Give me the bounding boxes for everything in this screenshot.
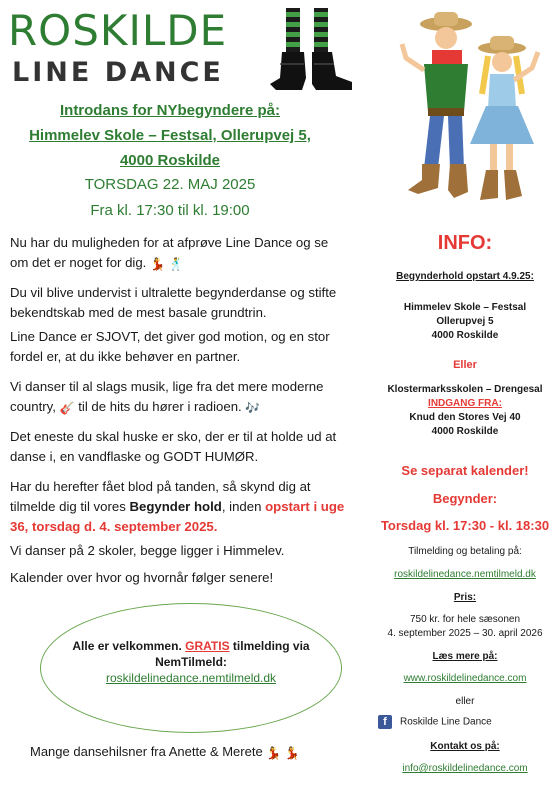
- info-price-line1: 750 kr. for hele sæsonen: [409, 614, 521, 625]
- body-p6c: , inden: [221, 499, 262, 514]
- body-p4a: Vi danser til al slags musik, lige fra det mere moderne country,: [10, 379, 324, 414]
- intro-time: Fra kl. 17:30 til kl. 19:00: [90, 202, 250, 219]
- info-eller: eller: [455, 696, 475, 707]
- info-school1: [370, 301, 560, 343]
- logo-line1: ROSKILDE: [8, 6, 228, 55]
- callout-signup: tilmelding via NemTilmeld:: [155, 639, 310, 669]
- body-p1: Nu har du muligheden for at afprøve Line Dance og se om det er noget for dig.: [10, 235, 329, 270]
- info-school2: [370, 383, 560, 439]
- info-facebook[interactable]: [378, 715, 560, 730]
- intro-heading-line2: Himmelev Skole – Festsal, Ollerupvej 5,: [29, 127, 311, 144]
- info-signup-link[interactable]: roskildelinedance.nemtilmeld.dk: [394, 569, 536, 580]
- info-separate-calendar: Se separat kalender!: [401, 463, 529, 478]
- callout-welcome: Alle er velkommen.: [72, 639, 182, 653]
- footer-text: Mange dansehilsner fra Anette & Merete: [30, 744, 263, 759]
- cowboy-boots-icon: [266, 8, 356, 96]
- dancer-emoji-icon: 💃: [150, 256, 165, 271]
- info-school2-name: Klostermarksskolen – Drengesal: [387, 384, 543, 395]
- intro-heading: [0, 100, 340, 222]
- info-email-wrap: [370, 762, 560, 776]
- callout-free: GRATIS: [185, 639, 230, 653]
- logo: [8, 6, 348, 88]
- body-paragraph-3: Line Dance er SJOVT, det giver god motion, og en stor fordel er, at du ikke behøver en partner.: [10, 329, 330, 364]
- intro-heading-line1: Introdans for NYbegyndere på:: [59, 102, 281, 119]
- dancer-emoji-icon: 💃: [266, 745, 282, 760]
- info-title: INFO:: [437, 232, 493, 254]
- info-school2-street: Knud den Stores Vej 40: [409, 412, 521, 423]
- intro-heading-line3: 4000 Roskilde: [119, 152, 221, 169]
- info-signup: Tilmelding og betaling på:: [408, 546, 522, 557]
- info-beginner-time: Torsdag kl. 17:30 - kl. 18:30: [380, 518, 550, 533]
- facebook-icon[interactable]: f: [378, 715, 392, 729]
- body-paragraph-2: Du vil blive undervist i ultralette begynderdanse og stifte bekendtskab med de mest basale grundtrin.: [10, 285, 337, 320]
- body-paragraph-8: Kalender over hvor og hvornår følger senere!: [10, 570, 274, 585]
- info-school1-name: Himmelev Skole – Festsal: [403, 302, 527, 313]
- dancer-emoji-icon: 💃: [284, 745, 300, 760]
- info-price: [370, 613, 560, 641]
- footer-greeting: [30, 743, 300, 762]
- info-school1-city: 4000 Roskilde: [431, 330, 499, 341]
- music-notes-icon: 🎶: [245, 400, 261, 415]
- body-paragraph-5: Det eneste du skal huske er sko, der er til at holde ud at danse i, en vandflaske og GODT HUMØR.: [10, 429, 337, 464]
- signup-callout: [60, 638, 322, 686]
- callout-signup-link[interactable]: roskildelinedance.nemtilmeld.dk: [105, 671, 277, 685]
- body-paragraph-1: [10, 233, 345, 274]
- intro-date: TORSDAG 22. MAJ 2025: [84, 176, 256, 193]
- guitar-icon: 🎸: [59, 400, 75, 415]
- body-p6a: Har du herefter fået blod på tanden, så skynd dig at tilmelde dig til vores: [10, 479, 311, 514]
- body-p6b: Begynder hold: [129, 499, 222, 514]
- info-or: Eller: [453, 359, 477, 371]
- info-more-heading: Læs mere på:: [432, 651, 498, 662]
- info-start: Begynderhold opstart 4.9.25:: [396, 271, 534, 282]
- info-school1-street: Ollerupvej 5: [436, 316, 494, 327]
- body-paragraph-7: Vi danser på 2 skoler, begge ligger i Himmelev.: [10, 543, 285, 558]
- body-p6d: opstart i uge 36, torsdag d. 4. september 2025.: [10, 499, 345, 534]
- info-more-link-wrap: [370, 672, 560, 686]
- info-website-link[interactable]: www.roskildelinedance.com: [403, 673, 527, 684]
- info-contact-heading: Kontakt os på:: [430, 741, 500, 752]
- info-school2-city: 4000 Roskilde: [431, 426, 499, 437]
- body-paragraph-4: [10, 377, 345, 418]
- logo-line2: LINE DANCE: [12, 57, 224, 88]
- info-entrance: INDGANG FRA:: [428, 398, 502, 409]
- body-p4b: til de hits du hører i radioen.: [78, 399, 242, 414]
- info-beginner: Begynder:: [432, 491, 498, 506]
- info-price-heading: Pris:: [453, 592, 477, 603]
- info-signup-link-wrap: [370, 568, 560, 582]
- info-price-line2: 4. september 2025 – 30. april 2026: [387, 628, 543, 639]
- body-paragraph-6: [10, 477, 345, 537]
- info-email-link[interactable]: info@roskildelinedance.com: [402, 763, 528, 774]
- dancer-emoji-icon: 🕺: [168, 256, 184, 271]
- cowboy-dancers-illustration: [398, 8, 544, 208]
- info-facebook-name[interactable]: Roskilde Line Dance: [400, 716, 492, 728]
